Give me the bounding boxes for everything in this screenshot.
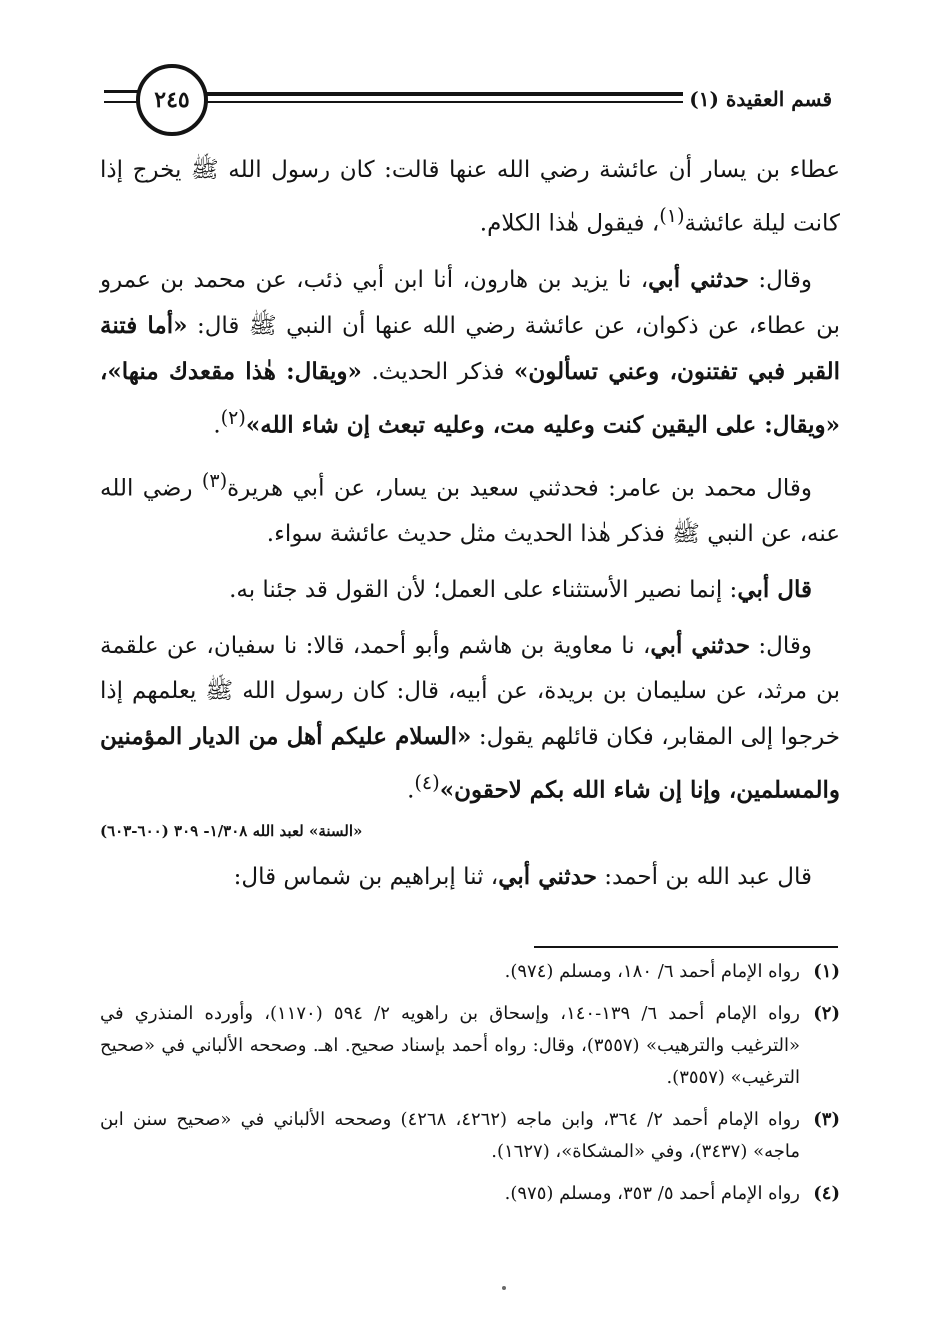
main-text [100,148,840,910]
footnote-ref-4: (٤) [414,770,440,794]
scan-speck [502,1286,506,1290]
source-citation: «السنة» لعبد الله ١/٣٠٨- ٣٠٩ (٦٠٠-٦٠٣) [100,821,363,840]
footnote-ref-3: (٣) [201,469,228,493]
paragraph-5 [100,623,840,814]
paragraph-1-text: عطاء بن يسار أن عائشة رضي الله عنها قالت: كان رسول الله ﷺ يخرج إذا كانت ليلة عائشة [100,157,840,237]
paragraph-2-hadith: «أما فتنة القبر فبي تفتنون، وعني تسألون» [100,311,841,385]
footnote-separator [534,946,838,948]
paragraph-5-chain: ، نا معاوية بن هاشم وأبو أحمد، قالا: نا سفيان، عن علقمة بن مرثد، عن سليمان بن بريدة، عن أبيه، قال: كان رسول الله ﷺ يعلمهم إذا خرجوا إلى المقابر، فكان قائلهم يقول: [100,632,840,750]
paragraph-5-intro: وقال: [750,632,812,659]
footnote-number: (٣) [813,1109,840,1130]
paragraph-2-chain: ، نا يزيد بن هارون، أنا ابن أبي ذئب، عن محمد بن عمرو بن عطاء، عن ذكوان، عن عائشة رضي الله عنها أن النبي ﷺ قال: [100,266,840,339]
paragraph-2 [100,257,840,449]
footnote-number: (١) [813,961,840,982]
footnotes [100,956,840,1220]
paragraph-6 [100,854,840,900]
footnote-text: رواه الإمام أحمد ٦/ ١٨٠، ومسلم (٩٧٤). [504,961,800,982]
paragraph-6-text: ، ثنا إبراهيم بن شماس قال: [233,863,499,890]
paragraph-3-end: رضي الله عنه، عن النبي ﷺ فذكر هٰذا الحديث مثل حديث عائشة سواء. [100,475,840,547]
paragraph-1 [100,148,840,247]
footnote-number: (٤) [813,1183,840,1204]
paragraph-1-end: ، فيقول هٰذا الكلام. [479,210,660,237]
paragraph-6-narrator: حدثني أبي [498,862,597,890]
paragraph-2-end: . [213,412,221,439]
footnote-number: (٢) [813,1003,840,1024]
footnote-text: رواه الإمام أحمد ٦/ ١٣٩-١٤٠، وإسحاق بن راهويه ٢/ ٥٩٤ (١١٧٠)، وأورده المنذري في «الترغيب والترهيب» (٣٥٥٧)، وقال: رواه أحمد بإسناد صحيح. اهـ. وصححه الألباني في «صحيح الترغيب» (٣٥٥٧). [100,1003,801,1088]
paragraph-3-text: وقال محمد بن عامر: فحدثني سعيد بن يسار، عن أبي هريرة [227,475,812,502]
footnote-ref-1: (١) [659,204,685,227]
page-number-badge [136,64,208,136]
paragraph-6-intro: قال عبد الله بن أحمد: [597,863,812,890]
header-rule-left-bottom [104,101,138,103]
footnote-1 [100,956,840,988]
footnote-text: رواه الإمام أحمد ٥/ ٣٥٣، ومسلم (٩٧٥). [504,1183,800,1204]
header-rule-left-top [104,90,138,93]
running-title: قسم العقيدة (١) [683,84,838,114]
paragraph-4-text: : إنما نصير الأستثناء على العمل؛ لأن القول قد جئنا به. [229,576,738,603]
paragraph-4-speaker: قال أبي [737,575,812,603]
page-header [0,0,942,140]
paragraph-3 [100,458,840,557]
paragraph-4 [100,567,840,613]
footnote-ref-2: (٢) [220,405,246,429]
footnote-2 [100,998,840,1094]
paragraph-2-hadith-2: «ويقال: هٰذا مقعدك منها»، «ويقال: على اليقين كنت وعليه مت، وعليه تبعث إن شاء الله» [100,357,840,439]
paragraph-2-narrator: حدثني أبي [648,265,749,293]
paragraph-5-end: . [407,777,415,804]
page-number: ٢٤٥ [154,87,190,113]
paragraph-2-intro: وقال: [749,266,812,293]
footnote-4 [100,1178,840,1210]
paragraph-5-hadith: «السلام عليكم أهل من الديار المؤمنين والمسلمين، وإنا إن شاء الله بكم لاحقون» [100,722,840,804]
footnote-3 [100,1104,840,1168]
footnote-text: رواه الإمام أحمد ٢/ ٣٦٤، وابن ماجه (٤٢٦٢، ٤٢٦٨) وصححه الألباني في «صحيح سنن ابن ماجه» (٣٤٣٧)، وفي «المشكاة»، (١٦٢٧). [100,1109,800,1162]
paragraph-5-narrator: حدثني أبي [650,631,751,659]
paragraph-2-middle: فذكر الحديث. [361,358,514,385]
